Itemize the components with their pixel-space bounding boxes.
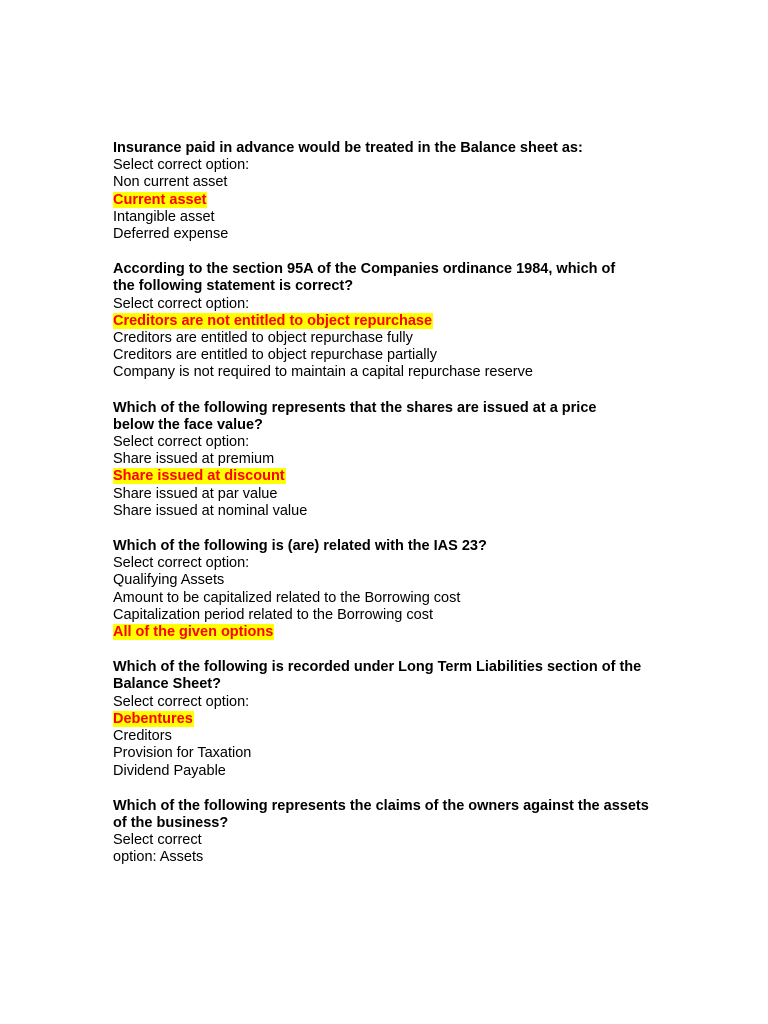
highlighted-answer-text: Creditors are not entitled to object repurchase xyxy=(113,312,433,329)
select-prompt: option: Assets xyxy=(113,849,204,866)
correct-option xyxy=(113,624,673,641)
question-text: Which of the following represents the claims of the owners against the assets xyxy=(113,797,649,814)
option xyxy=(113,728,673,745)
select-prompt: Select correct option: xyxy=(113,295,250,312)
highlighted-answer-text: Share issued at discount xyxy=(113,468,285,485)
option xyxy=(113,451,673,468)
option-text: Creditors xyxy=(113,728,172,745)
option xyxy=(113,226,673,243)
option-text: Share issued at par value xyxy=(113,485,278,502)
option-text: Creditors are entitled to object repurchase partially xyxy=(113,347,437,364)
select-prompt: Select correct option: xyxy=(113,693,250,710)
correct-option xyxy=(113,313,673,330)
option xyxy=(113,590,673,607)
option-text: Intangible asset xyxy=(113,208,215,225)
question-text: Which of the following is recorded under Long Term Liabilities section of the xyxy=(113,659,642,676)
highlighted-answer-text: Debentures xyxy=(113,710,193,727)
option-text: Share issued at nominal value xyxy=(113,502,308,519)
select-prompt: Select correct option: xyxy=(113,434,250,451)
question-text: of the business? xyxy=(113,814,229,831)
option-text: Qualifying Assets xyxy=(113,572,225,589)
select-prompt: Select correct xyxy=(113,832,202,849)
question-block xyxy=(113,538,673,641)
option xyxy=(113,174,673,191)
option xyxy=(113,486,673,503)
question-text: Balance Sheet? xyxy=(113,676,221,693)
option xyxy=(113,572,673,589)
option-text: Capitalization period related to the Borrowing cost xyxy=(113,606,433,623)
option xyxy=(113,503,673,520)
option-text: Amount to be capitalized related to the Borrowing cost xyxy=(113,589,461,606)
option-text: Dividend Payable xyxy=(113,762,226,779)
question-block xyxy=(113,400,673,520)
option xyxy=(113,763,673,780)
question-block xyxy=(113,140,673,243)
question-text: Which of the following represents that the shares are issued at a price xyxy=(113,399,597,416)
option-text: Creditors are entitled to object repurchase fully xyxy=(113,330,413,347)
question-text: below the face value? xyxy=(113,416,263,433)
document-body xyxy=(113,140,673,885)
question-block xyxy=(113,798,673,867)
option xyxy=(113,364,673,381)
select-prompt: Select correct option: xyxy=(113,157,250,174)
option xyxy=(113,209,673,226)
question-text: Insurance paid in advance would be treated in the Balance sheet as: xyxy=(113,140,583,156)
question-block xyxy=(113,261,673,381)
highlighted-answer-text: Current asset xyxy=(113,191,207,208)
correct-option xyxy=(113,711,673,728)
option xyxy=(113,745,673,762)
option-text: Deferred expense xyxy=(113,226,229,243)
select-prompt: Select correct option: xyxy=(113,555,250,572)
question-text: According to the section 95A of the Companies ordinance 1984, which of xyxy=(113,261,616,278)
option-text: Non current asset xyxy=(113,174,228,191)
option xyxy=(113,607,673,624)
correct-option xyxy=(113,468,673,485)
correct-option xyxy=(113,192,673,209)
option xyxy=(113,330,673,347)
option-text: Company is not required to maintain a capital repurchase reserve xyxy=(113,364,533,381)
question-text: the following statement is correct? xyxy=(113,278,354,295)
highlighted-answer-text: All of the given options xyxy=(113,624,274,641)
option-text: Provision for Taxation xyxy=(113,745,252,762)
question-text: Which of the following is (are) related with the IAS 23? xyxy=(113,538,487,555)
option xyxy=(113,347,673,364)
option-text: Share issued at premium xyxy=(113,451,275,468)
question-block xyxy=(113,659,673,779)
